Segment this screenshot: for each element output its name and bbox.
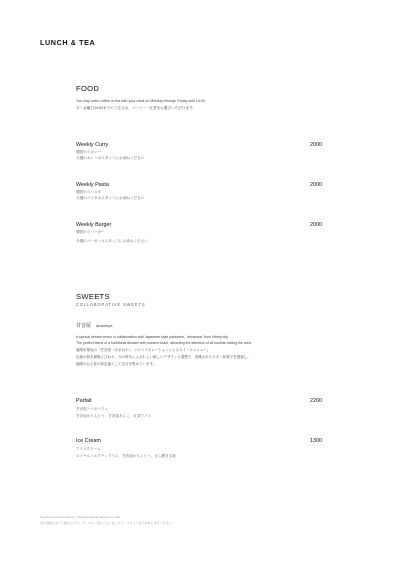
- item-price: 2000: [310, 182, 322, 188]
- item-name: Parfait: [76, 398, 92, 404]
- sweets-description-5: 姫路のお土産の新定番として注目を集めています。: [76, 362, 157, 366]
- food-section-title: FOOD: [76, 84, 100, 93]
- item-description: 甘音屋かりんとう、甘音屋あんこ、紅茶アイス: [76, 414, 152, 418]
- item-description: 今週のパスタはスタッフにお尋ねください: [76, 196, 145, 200]
- sweets-section-title: SWEETS: [76, 292, 110, 301]
- item-description: 今週のバーガーはスタッフにお尋ねください: [76, 239, 148, 243]
- item-name: Weekly Pasta: [76, 182, 109, 188]
- item-subtitle: 週替わりバーガー: [76, 230, 105, 234]
- item-price: 2200: [310, 398, 322, 404]
- item-description: ロイヤルミルクティアイス、甘音屋かりんとう、ざら糖き生地: [76, 454, 176, 458]
- item-price: 1300: [310, 438, 322, 444]
- item-description: 今週のカレーはスタッフにお尋ねください: [76, 156, 145, 160]
- sweets-description-3: 姫路市菓処の「甘音屋（あまねや）」とのコラボレーションによるスイーツメニュー。: [76, 348, 211, 352]
- item-price: 2000: [310, 222, 322, 228]
- brand-name-en: amaneya: [96, 323, 113, 328]
- item-name: Weekly Curry: [76, 142, 109, 148]
- item-subtitle: 週替わりパスタ: [76, 190, 102, 194]
- page-title: LUNCH & TEA: [40, 38, 96, 47]
- item-subtitle: 週替わりカレー: [76, 150, 102, 154]
- sweets-description-2: The perfect blend of a traditional dessert with modern touch, attracting the attention of all tourists visiting the area.: [76, 341, 252, 345]
- sweets-section-subtitle: COLLABORATIVE SWEETS: [76, 302, 146, 307]
- item-subtitle: アイスクリーム: [76, 447, 101, 451]
- sweets-description-4: 伝統の和を最後にひねり、今の時代にふさわしい新しいデザインと発想で、洗練されたモダン和菓子を提案し、: [76, 355, 251, 359]
- item-subtitle: 甘音屋ココボパフェ: [76, 407, 109, 411]
- brand-name-ja: 甘音屋: [76, 323, 92, 329]
- food-note-en: You may order coffee or tea with your meal on Monday through Friday until 14:00.: [76, 99, 206, 103]
- footer-note-en: All prices are tax inclusive. / Allergies please advise our staff.: [40, 515, 121, 519]
- footer-note-ja: 表示価格はすべて税込みです。アレルギー等がございましたら、スタッフまでお申し付けください。: [40, 521, 175, 525]
- item-price: 2000: [310, 142, 322, 148]
- item-name: Ice Cream: [76, 438, 101, 444]
- sweets-description-1: A special dessert menu in collaboration with Japanese style patisserie, "amaneya" from Himeji city.: [76, 335, 229, 339]
- food-note-ja: 月～金曜日14:00までのご注文は、コーヒー・紅茶をお選びいただけます。: [76, 106, 196, 110]
- item-name: Weekly Burger: [76, 222, 112, 228]
